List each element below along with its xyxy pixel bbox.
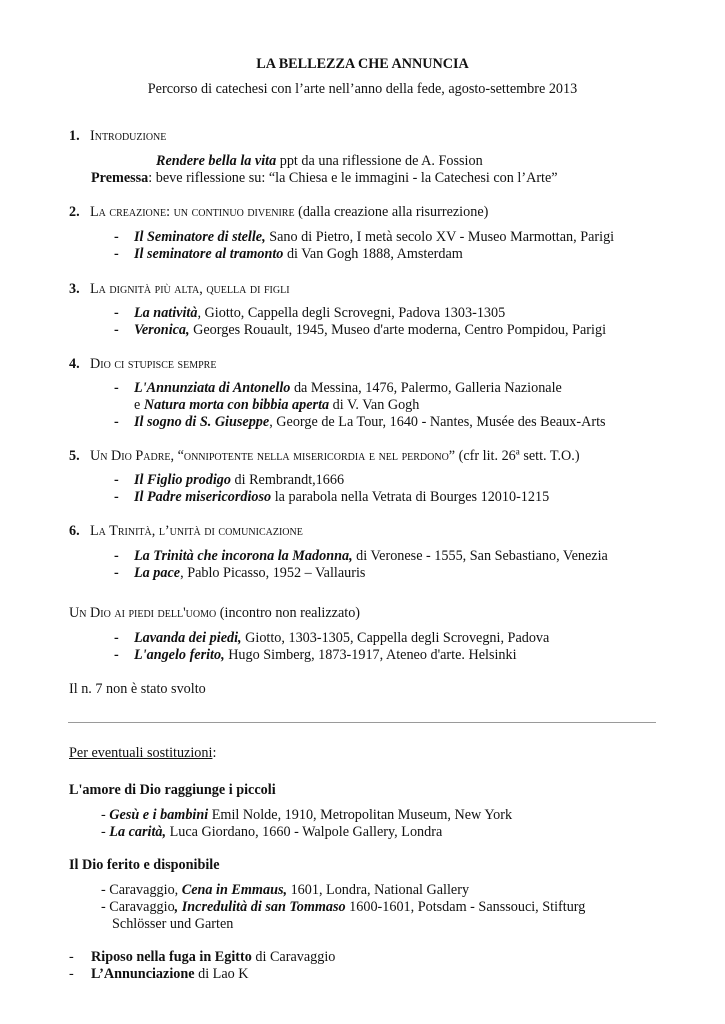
group-heading: Il Dio ferito e disponibile <box>69 857 220 873</box>
list-dash: - <box>114 647 119 663</box>
artwork-details: Sano di Pietro, I metà secolo XV - Museo Marmottan, Parigi <box>265 229 615 245</box>
artwork-title: Il Seminatore di stelle, <box>134 229 266 245</box>
list-dash: - <box>114 229 119 245</box>
section-number: 6. <box>69 523 80 539</box>
intro-line <box>156 153 483 170</box>
item-prefix: - <box>101 824 110 840</box>
intro-title: Rendere bella la vita <box>156 153 277 169</box>
section-heading: La dignità più alta, quella di figli <box>90 281 290 297</box>
artwork-details: Giotto, 1303-1305, Cappella degli Scrovegni, Padova <box>241 630 550 646</box>
artwork-title: Il sogno di S. Giuseppe <box>134 414 270 430</box>
artwork-details: 1600-1601, Potsdam - Sanssouci, Stifturg <box>345 899 586 915</box>
section-number: 2. <box>69 204 80 220</box>
list-dash: - <box>114 472 119 488</box>
list-dash: - <box>114 305 119 321</box>
list-item <box>134 472 344 489</box>
artwork-title: L’Annunciazione <box>91 966 195 982</box>
artwork-details: Luca Giordano, 1660 - Walpole Gallery, Londra <box>166 824 443 840</box>
artwork-title: Riposo nella fuga in Egitto <box>91 949 252 965</box>
group-heading: L'amore di Dio raggiunge i piccoli <box>69 782 276 798</box>
section-heading: La Trinità, l’unità di comunicazione <box>90 523 303 539</box>
artwork-title: Il seminatore al tramonto <box>134 246 284 262</box>
list-dash: - <box>114 630 119 646</box>
section-heading: Un Dio Padre, “onnipotente nella misericordia e nel perdono” <box>90 448 456 464</box>
superscript: a <box>515 446 520 457</box>
list-item-continuation <box>134 397 419 414</box>
substitutions-label-text: Per eventuali sostituzioni <box>69 745 213 761</box>
list-dash: - <box>114 322 119 338</box>
premessa-line <box>91 170 558 187</box>
document-title: LA BELLEZZA CHE ANNUNCIA <box>256 56 469 72</box>
section-heading-line <box>90 204 488 221</box>
artwork-title: La Trinità che incorona la Madonna, <box>134 548 353 564</box>
list-item <box>134 322 606 339</box>
list-item <box>91 949 335 966</box>
artwork-details: Georges Rouault, 1945, Museo d'arte moderna, Centro Pompidou, Parigi <box>189 322 607 338</box>
label-colon: : <box>212 745 217 761</box>
list-dash: - <box>114 246 119 262</box>
list-dash: - <box>114 565 119 581</box>
list-item <box>134 414 606 431</box>
artwork-title: Il Figlio prodigo <box>134 472 231 488</box>
section-number: 5. <box>69 448 80 464</box>
section-number: 4. <box>69 356 80 372</box>
premessa-label: Premessa <box>91 170 149 186</box>
list-dash: - <box>69 966 74 982</box>
artwork-details: , Pablo Picasso, 1952 – Vallauris <box>180 565 366 581</box>
artwork-title: La carità, <box>109 824 167 840</box>
section-number: 1. <box>69 128 80 144</box>
substitutions-label <box>69 745 216 762</box>
item-prefix: - Caravaggio, <box>101 882 182 898</box>
document-subtitle: Percorso di catechesi con l’arte nell’anno della fede, agosto-settembre 2013 <box>147 81 578 97</box>
section-number: 3. <box>69 281 80 297</box>
list-item <box>134 489 549 506</box>
list-item <box>101 882 469 899</box>
artwork-details: Emil Nolde, 1910, Metropolitan Museum, New York <box>208 807 513 823</box>
artwork-details: di Lao K <box>194 966 249 982</box>
artwork-details: di Rembrandt,1666 <box>230 472 345 488</box>
section-heading: Dio ci stupisce sempre <box>90 356 217 372</box>
item-prefix: - <box>101 807 110 823</box>
list-item <box>101 807 512 824</box>
artwork-details: di V. Van Gogh <box>329 397 420 413</box>
artwork-details: Hugo Simberg, 1873-1917, Ateneo d'arte. Helsinki <box>224 647 517 663</box>
item-prefix: - Caravaggio <box>101 899 175 915</box>
list-dash: - <box>69 949 74 965</box>
artwork-title: La natività <box>134 305 198 321</box>
section-heading-note-end: sett. T.O.) <box>519 448 580 464</box>
premessa-text: : beve riflessione su: “la Chiesa e le immagini - la Catechesi con l’Arte” <box>148 170 558 186</box>
artwork-title: L'Annunziata di Antonello <box>134 380 291 396</box>
section-heading-note: incontro non realizzato) <box>224 605 361 621</box>
list-item <box>134 305 505 322</box>
artwork-title: , Incredulità di san Tommaso <box>174 899 346 915</box>
list-item <box>134 630 549 647</box>
artwork-details: la parabola nella Vetrata di Bourges 12010-1215 <box>271 489 550 505</box>
list-item-continuation: Schlösser und Garten <box>112 916 234 932</box>
artwork-title: Cena in Emmaus, <box>181 882 288 898</box>
section-heading-line <box>69 605 360 622</box>
artwork-title: Veronica, <box>134 322 190 338</box>
artwork-details: da Messina, 1476, Palermo, Galleria Nazionale <box>290 380 562 396</box>
artwork-title: Il Padre misericordioso <box>134 489 272 505</box>
list-dash: - <box>114 414 119 430</box>
artwork-title: La pace <box>134 565 181 581</box>
artwork-title: Natura morta con bibbia aperta <box>143 397 330 413</box>
list-item <box>134 246 463 263</box>
artwork-title: Lavanda dei piedi, <box>134 630 242 646</box>
list-item <box>91 966 249 983</box>
section-heading: Un Dio ai piedi dell'uomo ( <box>69 605 225 621</box>
intro-desc: ppt da una riflessione de A. Fossion <box>276 153 483 169</box>
list-item <box>134 565 365 582</box>
list-dash: - <box>114 548 119 564</box>
artwork-title: L'angelo ferito, <box>134 647 225 663</box>
artwork-details: di Van Gogh 1888, Amsterdam <box>283 246 463 262</box>
artwork-details: di Caravaggio <box>251 949 336 965</box>
conjunction: e <box>134 397 144 413</box>
list-item <box>101 899 585 916</box>
list-dash: - <box>114 489 119 505</box>
list-dash: - <box>114 380 119 396</box>
list-item <box>134 229 614 246</box>
artwork-title: Gesù e i bambini <box>109 807 209 823</box>
horizontal-divider <box>68 722 656 723</box>
artwork-details: , George de La Tour, 1640 - Nantes, Musée des Beaux-Arts <box>269 414 606 430</box>
list-item <box>134 380 562 397</box>
list-item <box>101 824 442 841</box>
artwork-details: , Giotto, Cappella degli Scrovegni, Padova 1303-1305 <box>197 305 506 321</box>
list-item <box>134 647 517 664</box>
section-heading-note: (dalla creazione alla risurrezione) <box>294 204 489 220</box>
section-heading: Introduzione <box>90 128 167 144</box>
note-text: Il n. 7 non è stato svolto <box>69 681 206 697</box>
section-heading: La creazione: un continuo divenire <box>90 204 295 220</box>
section-heading-note: (cfr lit. 26 <box>455 448 516 464</box>
artwork-details: 1601, Londra, National Gallery <box>287 882 470 898</box>
section-heading-line <box>90 448 580 465</box>
list-item <box>134 548 608 565</box>
artwork-details: di Veronese - 1555, San Sebastiano, Venezia <box>352 548 608 564</box>
